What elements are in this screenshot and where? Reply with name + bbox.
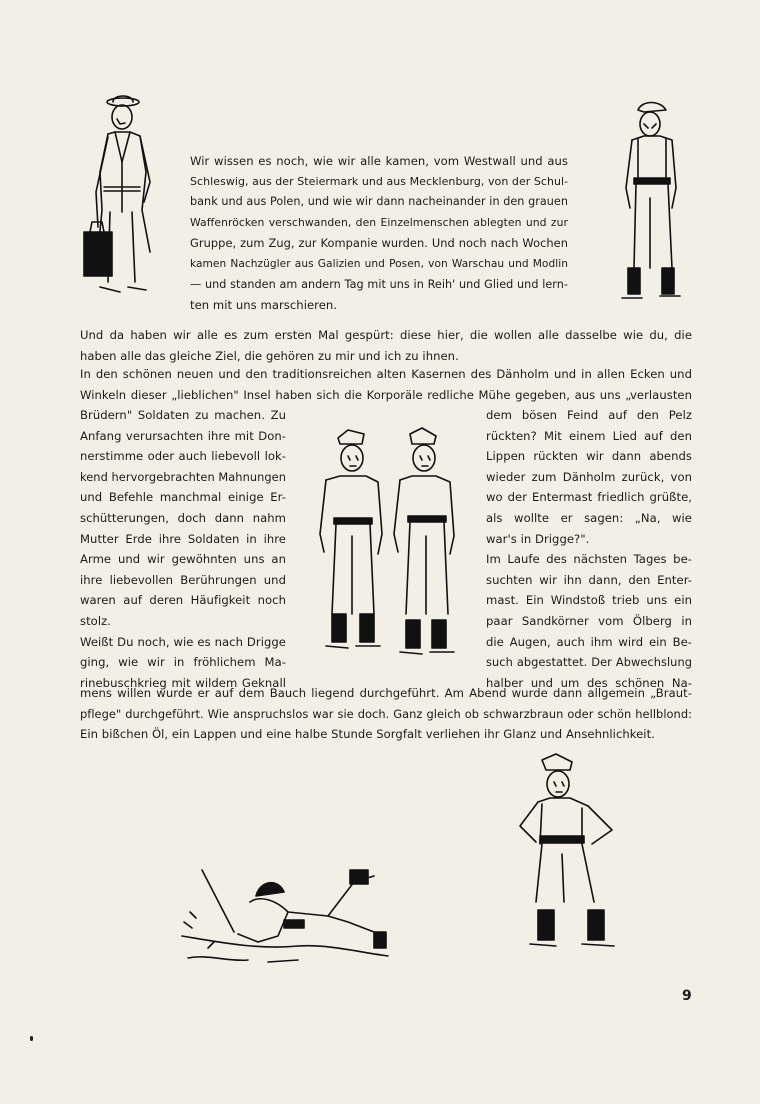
text-line: haben alle das gleiche Ziel, die gehören zu mir und ich zu ihnen.	[80, 348, 459, 363]
text-line: paar Sandkörner vom Ölberg in	[486, 613, 692, 628]
text-line: mast. Ein Windstoß trieb uns ein	[486, 593, 692, 608]
left-column-text	[80, 405, 286, 693]
text-line: such abgestattet. Der Abwechslung	[486, 655, 692, 670]
text-line: kend hervorgebrachten Mahnungen	[80, 469, 286, 484]
text-line: rückten? Mit einem Lied auf den	[486, 428, 692, 443]
text-line: Im Laufe des nächsten Tages be-	[486, 552, 692, 567]
text-line: kamen Nachzügler aus Galizien und Posen, von Warschau und Modlin	[190, 257, 568, 270]
text-line: bank und aus Polen, und wie wir dann nacheinander in den grauen	[190, 195, 568, 209]
civilian-recruit-illustration	[80, 92, 170, 312]
text-line: ten mit uns marschieren.	[190, 298, 338, 313]
text-line: — und standen am andern Tag mit uns in Reih' und Glied und lern-	[190, 277, 568, 291]
text-line: wieder zum Dänholm zurück, von	[486, 469, 692, 484]
body-paragraph	[80, 325, 692, 366]
text-line: Weißt Du noch, wie es nach Drigge	[80, 634, 286, 649]
page-number: 9	[682, 988, 692, 1004]
text-line: suchten wir ihn dann, den Enter-	[486, 572, 692, 587]
two-soldiers-illustration	[312, 424, 462, 660]
text-line: Winkeln dieser „lieblichen" Insel haben sich die Korporäle redliche Mühe gegeben, aus uns „verlausten	[80, 387, 692, 402]
text-line: rinebuschkrieg mit wildem Geknall	[80, 675, 286, 690]
text-line: ging, wie wir in fröhlichem Ma-	[80, 655, 286, 670]
text-line: Schleswig, aus der Steiermark und aus Mecklenburg, von der Schul-	[190, 174, 569, 188]
text-line: und Befehle manchmal einige Er-	[80, 490, 286, 505]
text-line: Mutter Erde ihre Soldaten in ihre	[80, 531, 286, 546]
uniformed-soldier-illustration	[614, 98, 694, 313]
text-line: Ein bißchen Öl, ein Lappen und eine halbe Stunde Sorgfalt verliehen ihr Glanz und Ansehnlichkeit.	[80, 727, 655, 742]
text-line: Gruppe, zum Zug, zur Kompanie wurden. Und noch nach Wochen	[190, 236, 568, 251]
text-line: stolz.	[80, 613, 111, 628]
body-paragraph	[80, 364, 692, 405]
text-line: waren auf deren Häufigkeit noch	[80, 593, 286, 608]
text-line: Und da haben wir alle es zum ersten Mal gespürt: diese hier, die wollen alle dasselbe wie du, die	[80, 328, 692, 342]
text-line: In den schönen neuen und den traditionsreichen alten Kasernen des Dänholm und in allen Ecken und	[80, 367, 692, 381]
text-line: dem bösen Feind auf den Pelz	[486, 408, 692, 422]
paper-speck	[30, 1036, 33, 1041]
right-column-text	[486, 405, 692, 693]
text-line: Lippen rückten wir dann abends	[486, 449, 692, 464]
text-line: schütterungen, doch dann nahm	[80, 510, 286, 525]
text-line: die Augen, auch ihm wird ein Be-	[486, 634, 692, 649]
text-line: war's in Drigge?".	[486, 531, 590, 546]
text-line: mens willen wurde er auf dem Bauch liegend durchgeführt. Am Abend wurde dann allgemein „Braut-	[80, 686, 692, 700]
text-line: wo der Entermast friedlich grüßte,	[486, 490, 692, 505]
text-line: Arme und wir gewöhnten uns an	[80, 552, 286, 567]
closing-paragraph	[80, 683, 692, 745]
crawling-soldier-illustration	[178, 862, 392, 974]
text-line: Waffenröcken verschwanden, den Einzelmenschen ablegten und zur	[190, 215, 568, 229]
text-line: Anfang verursachten ihre mit Don-	[80, 428, 286, 443]
text-line: pflege" durchgeführt. Wie anspruchslos war sie doch. Ganz gleich ob schwarzbraun oder schön hellblond:	[80, 706, 692, 721]
standing-soldier-illustration	[512, 750, 624, 962]
text-line: halber und um des schönen Na-	[486, 675, 692, 690]
intro-paragraph	[190, 151, 568, 316]
text-line: Brüdern" Soldaten zu machen. Zu	[80, 408, 286, 422]
text-line: als wollte er sagen: „Na, wie	[486, 510, 692, 525]
text-line: ihre liebevollen Berührungen und	[80, 572, 286, 587]
text-line: nerstimme oder auch liebevoll lok-	[80, 449, 286, 464]
text-line: Wir wissen es noch, wie wir alle kamen, vom Westwall und aus	[190, 154, 568, 168]
